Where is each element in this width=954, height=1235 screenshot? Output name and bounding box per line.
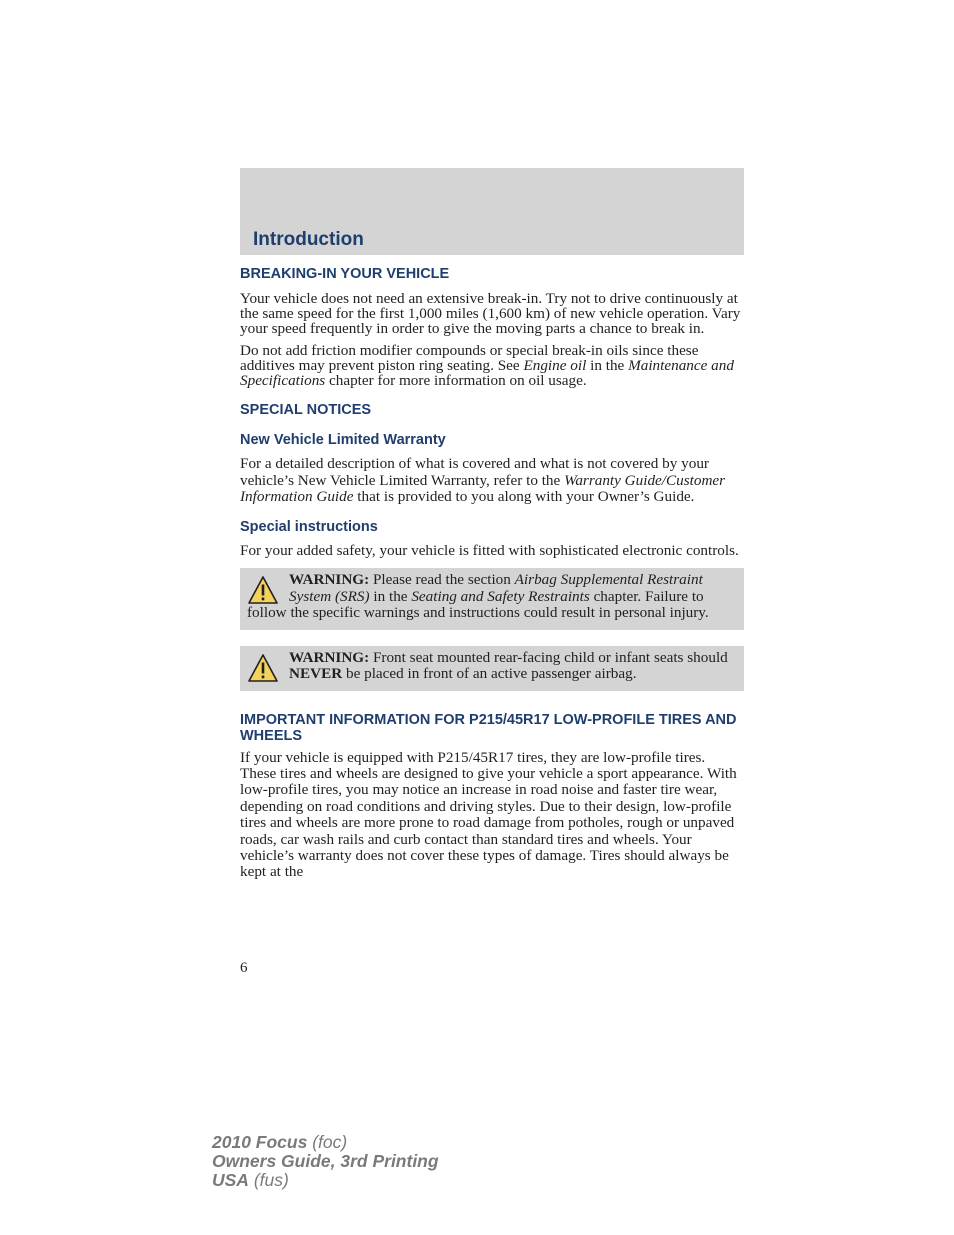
heading-low-profile-tires: IMPORTANT INFORMATION FOR P215/45R17 LOW-PROFILE TIRES AND WHEELS [240, 711, 737, 744]
heading-warranty: New Vehicle Limited Warranty [240, 432, 446, 449]
ref-warranty-guide: Warranty Guide/Customer Information Guide [240, 471, 726, 505]
footer-line-printing: Owners Guide, 3rd Printing [212, 1151, 439, 1171]
warranty-paragraph: For a detailed description of what is covered and what is not covered by your vehicle’s New Vehicle Limited Warranty, refer to the Warranty Guide/Customer Information Guide that is provided to you along with your Owner’s Guide. [240, 455, 726, 505]
warning-box-airbag [240, 568, 744, 630]
page-content [240, 266, 744, 881]
ref-airbag-srs: Airbag Supplemental Restraint System (SRS) [289, 571, 703, 605]
breakin-paragraph-1: Your vehicle does not need an extensive break-in. Try not to drive continuously at the same speed for the first 1,000 miles (1,600 km) of new vehicle operation. Vary your speed frequently in order to give the moving parts a chance to break in. [240, 290, 741, 338]
tires-paragraph: If your vehicle is equipped with P215/45R17 tires, they are low-profile tires. These tires and wheels are designed to give your vehicle a sport appearance. With low-profile tires, you may notice an increase in road noise and faster tire wear, depending on road conditions and driving styles. Due to their design, low-profile tires and wheels are more prone to road damage from potholes, rough or unpaved roads, car wash rails and curb contact than standard tires and wheels. Your vehicle’s warranty does not cover these types of damage. Tires should always be kept at the [240, 748, 737, 881]
instructions-paragraph: For your added safety, your vehicle is fitted with sophisticated electronic controls. [240, 542, 739, 560]
warning-text-child-seat: WARNING: Front seat mounted rear-facing child or infant seats should NEVER be placed in front of an active passenger airbag. [289, 648, 728, 683]
section-title: Introduction [253, 229, 364, 250]
footer-line-model: 2010 Focus (foc) [212, 1132, 348, 1152]
warning-triangle-icon [247, 653, 279, 683]
ref-seating-safety: Seating and Safety Restraints [411, 587, 590, 605]
warning-box-child-seat [240, 646, 744, 691]
heading-special-instructions: Special instructions [240, 519, 378, 536]
never-emphasis: NEVER [289, 665, 343, 683]
warning-text-airbag: WARNING: Please read the section Airbag Supplemental Restraint System (SRS) in the Seating and Safety Restraints chapter. Failure to follow the specific warnings and instructions could result in personal injury. [247, 571, 709, 622]
ref-engine-oil: Engine oil [523, 356, 587, 374]
warning-label: WARNING: [289, 648, 370, 666]
footer-line-region: USA (fus) [212, 1170, 289, 1190]
ref-maintenance-chapter: Maintenance and Specifications [240, 356, 734, 390]
page-number: 6 [240, 960, 248, 976]
warning-label: WARNING: [289, 571, 370, 589]
document-footer [212, 1133, 439, 1190]
heading-special-notices: SPECIAL NOTICES [240, 402, 372, 419]
warning-triangle-icon [247, 575, 279, 605]
heading-breaking-in: BREAKING-IN YOUR VEHICLE [240, 266, 450, 282]
breakin-paragraph-2: Do not add friction modifier compounds or special break-in oils since these additives may prevent piston ring seating. See Engine oil in the Maintenance and Specifications chapter for more information on oil usage. [240, 341, 734, 390]
section-header-band [240, 168, 744, 255]
